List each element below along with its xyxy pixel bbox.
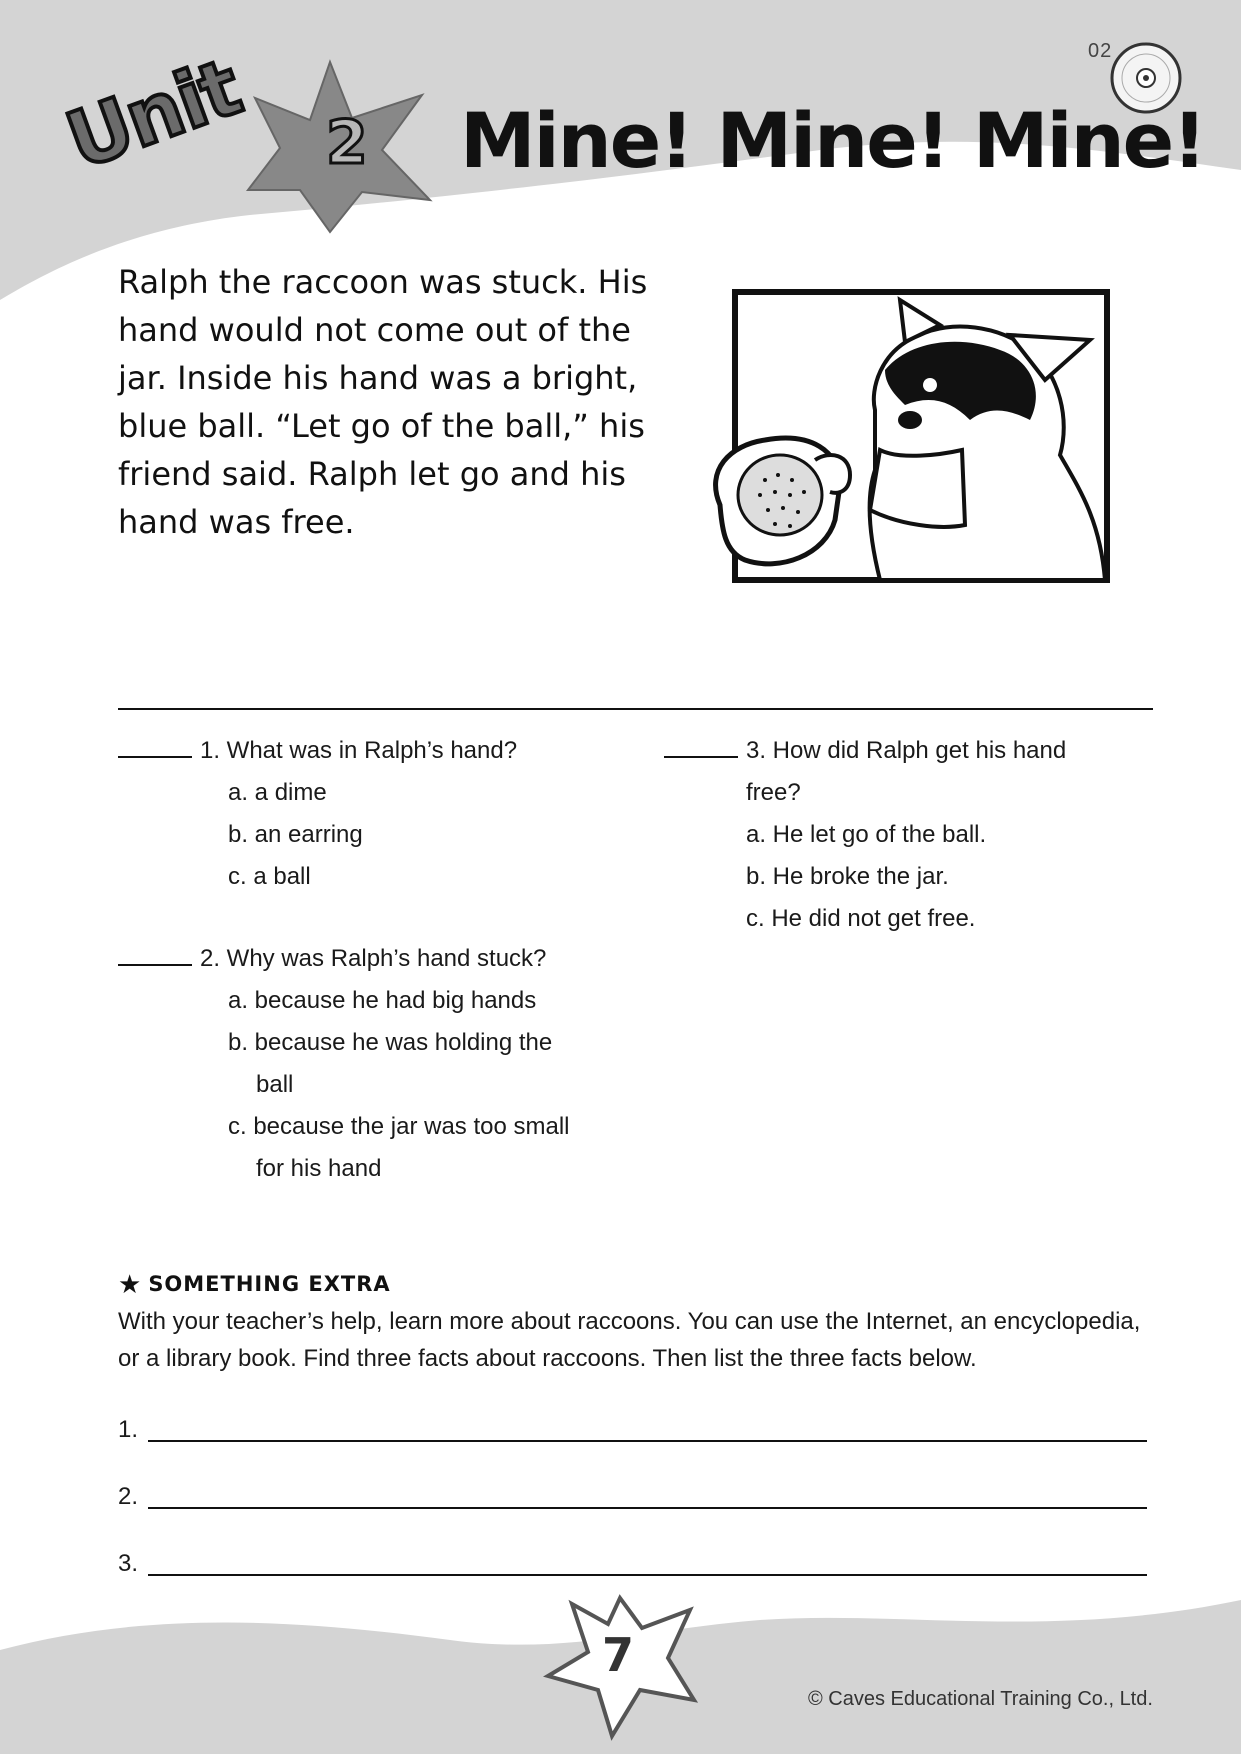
- question-1: [118, 730, 517, 898]
- fact-number: 2.: [118, 1483, 139, 1510]
- copyright-text: © Caves Educational Training Co., Ltd.: [808, 1688, 1153, 1710]
- track-number: 02: [1088, 40, 1113, 62]
- answer-blank[interactable]: [118, 946, 192, 966]
- story-text: [118, 258, 658, 546]
- answer-blank[interactable]: [664, 738, 738, 758]
- story-line: blue ball. “Let go of the ball,” his: [118, 407, 645, 445]
- fact-answer-line[interactable]: [148, 1440, 1147, 1442]
- page-number: 7: [602, 1628, 635, 1682]
- answer-option: a. a dime: [228, 779, 327, 806]
- star-icon: ★: [118, 1270, 143, 1300]
- question-2: [118, 938, 570, 1190]
- question-text-cont: free?: [746, 779, 801, 806]
- answer-blank[interactable]: [118, 738, 192, 758]
- story-line: jar. Inside his hand was a bright,: [118, 359, 638, 397]
- answer-option: c. because the jar was too small: [228, 1113, 570, 1140]
- section-divider: [118, 708, 1153, 710]
- answer-option: b. an earring: [228, 821, 363, 848]
- question-text: 2. Why was Ralph’s hand stuck?: [200, 945, 547, 972]
- heading-text: SOMETHING EXTRA: [148, 1272, 391, 1296]
- question-text: 3. How did Ralph get his hand: [746, 737, 1067, 764]
- answer-option-cont: ball: [256, 1071, 294, 1098]
- fact-number: 3.: [118, 1550, 139, 1577]
- answer-option-cont: for his hand: [256, 1155, 382, 1182]
- question-3: [664, 730, 1066, 940]
- story-line: hand would not come out of the: [118, 311, 631, 349]
- unit-number: 2: [326, 108, 368, 178]
- answer-option: c. He did not get free.: [746, 905, 976, 932]
- unit-label: Unit: [55, 42, 252, 188]
- something-extra-text: With your teacher’s help, learn more about raccoons. You can use the Internet, an encyclopedia, or a library book. Find three facts about raccoons. Then list the three facts below.: [118, 1308, 1141, 1372]
- page-title: Mine! Mine! Mine!: [460, 96, 1205, 185]
- answer-option: b. because he was holding the: [228, 1029, 553, 1056]
- fact-answer-line[interactable]: [148, 1507, 1147, 1509]
- question-text: 1. What was in Ralph’s hand?: [200, 737, 518, 764]
- answer-option: b. He broke the jar.: [746, 863, 949, 890]
- story-line: friend said. Ralph let go and his: [118, 455, 626, 493]
- answer-option: a. because he had big hands: [228, 987, 537, 1014]
- answer-option: a. He let go of the ball.: [746, 821, 987, 848]
- fact-answer-line[interactable]: [148, 1574, 1147, 1576]
- raccoon-illustration: [700, 280, 1120, 600]
- story-line: Ralph the raccoon was stuck. His: [118, 263, 648, 301]
- fact-number: 1.: [118, 1416, 139, 1443]
- answer-option: c. a ball: [228, 863, 311, 890]
- something-extra-heading: [118, 1270, 391, 1300]
- story-line: hand was free.: [118, 503, 355, 541]
